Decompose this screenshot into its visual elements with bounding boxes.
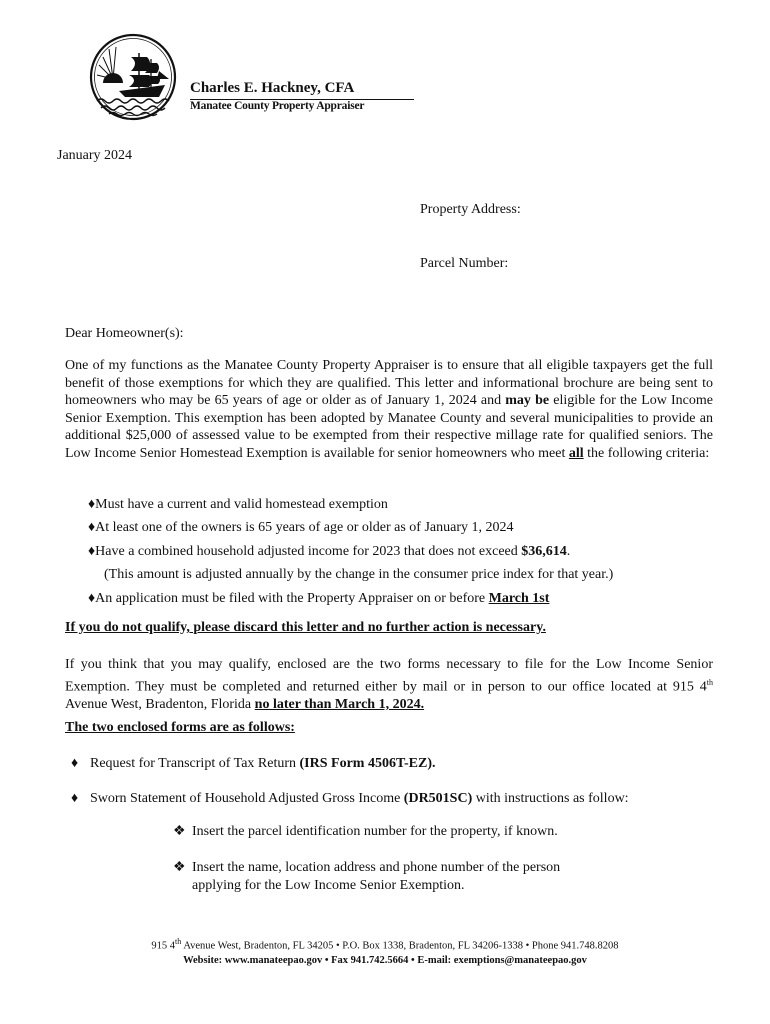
diamond-bullet-icon: ♦	[71, 756, 79, 771]
diamond-bullet-icon: ♦	[88, 497, 96, 512]
letter-date: January 2024	[57, 148, 133, 163]
income-adjustment-note: (This amount is adjusted annually by the change in the consumer price index for that year.)	[104, 567, 614, 582]
instruction-item: ❖ Insert the parcel identification number for the property, if known.	[173, 824, 558, 839]
appraiser-name: Charles E. Hackney, CFA	[190, 80, 355, 96]
criteria-item: ♦An application must be filed with the Property Appraiser on or before March 1st	[88, 591, 550, 606]
diamond-bullet-icon: ♦	[71, 791, 79, 806]
may-be-emphasis: may be	[505, 393, 550, 409]
forms-heading: The two enclosed forms are as follows:	[65, 720, 295, 735]
county-seal-logo	[89, 33, 177, 121]
criteria-item: ♦Must have a current and valid homestead exemption	[88, 497, 388, 512]
form-item: ♦ Sworn Statement of Household Adjusted Gross Income (DR501SC) with instructions as follow:	[71, 791, 629, 806]
salutation: Dear Homeowner(s):	[65, 326, 184, 341]
diamond-bullet-icon: ♦	[88, 520, 96, 535]
criteria-item: ♦At least one of the owners is 65 years of age or older as of January 1, 2024	[88, 520, 514, 535]
parcel-number-label: Parcel Number:	[420, 256, 509, 271]
four-diamond-bullet-icon: ❖	[173, 824, 186, 839]
deadline-emphasis: no later than March 1, 2024.	[254, 696, 425, 712]
footer-contact: Website: www.manateepao.gov • Fax 941.742.5664 • E-mail: exemptions@manateepao.gov	[183, 955, 587, 966]
form-item: ♦ Request for Transcript of Tax Return (IRS Form 4506T-EZ).	[71, 756, 436, 771]
appraiser-title: Manatee County Property Appraiser	[190, 100, 365, 112]
criteria-item: ♦Have a combined household adjusted income for 2023 that does not exceed $36,614.	[88, 544, 571, 559]
four-diamond-bullet-icon: ❖	[173, 860, 186, 875]
property-address-label: Property Address:	[420, 202, 521, 217]
instruction-item: ❖ Insert the name, location address and phone number of the person applying for the Low Income Senior Exemption.	[173, 860, 561, 893]
diamond-bullet-icon: ♦	[88, 591, 96, 606]
all-emphasis: all	[568, 445, 584, 461]
footer-address: 915 4th Avenue West, Bradenton, FL 34205 • P.O. Box 1338, Bradenton, FL 34206-1338 • Phone 941.748.8208	[151, 937, 619, 952]
intro-paragraph: One of my functions as the Manatee County Property Appraiser is to ensure that all eligible taxpayers get the full benefit of those exemptions for which they are qualified. This letter and informational brochure are being sent to homeowners who may be 65 years of age or older as of January 1, 2024 and may be eligible for the Low Income Senior Exemption. This exemption has been adopted by Manatee County and several municipalities to provide an additional $25,000 of assessed value to be exempted from their respective millage rate for qualified seniors. The Low Income Senior Homestead Exemption is available for senior homeowners who meet all the following criteria:	[65, 358, 713, 461]
disqualify-notice: If you do not qualify, please discard this letter and no further action is necessary.	[65, 620, 546, 635]
diamond-bullet-icon: ♦	[88, 544, 96, 559]
qualify-paragraph: If you think that you may qualify, enclosed are the two forms necessary to file for the Low Income Senior Exemption. They must be completed and returned either by mail or in person to our office located at 915 4th Avenue West, Bradenton, Florida no later than March 1, 2024.	[65, 657, 713, 712]
